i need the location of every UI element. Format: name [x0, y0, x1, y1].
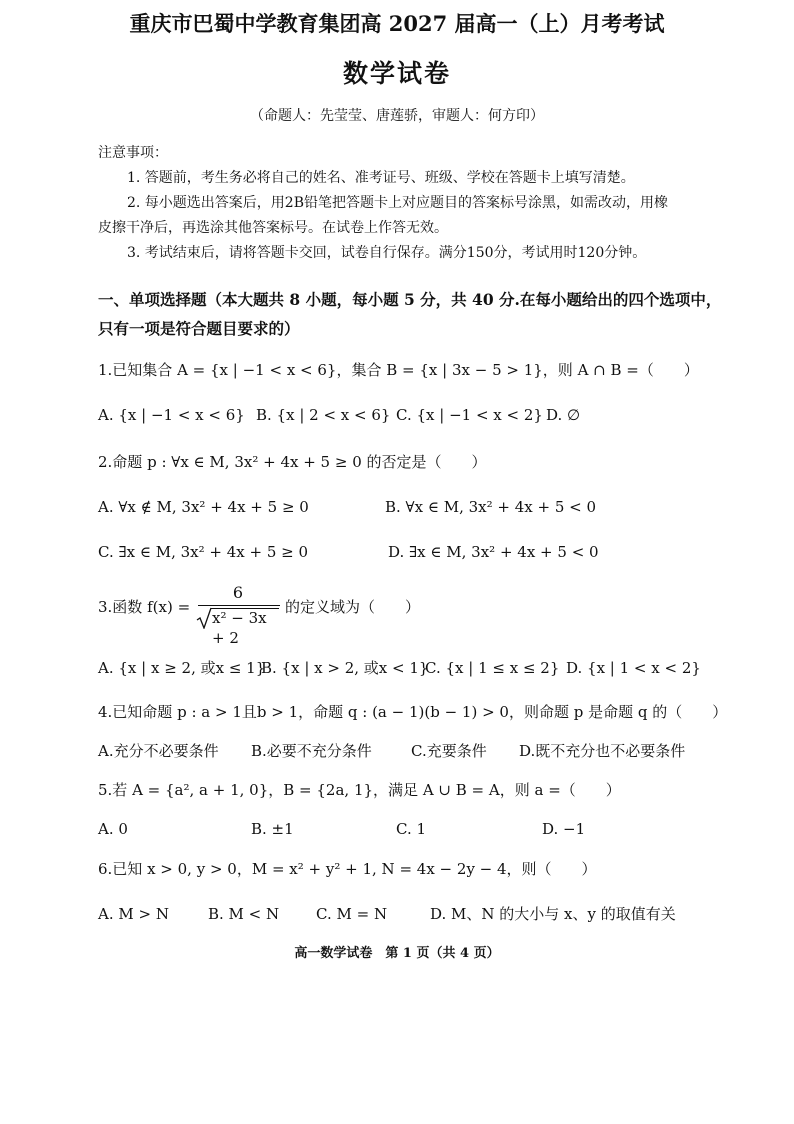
q2-option-c: C. ∃x ∈ M, 3x² + 4x + 5 ≥ 0 — [98, 543, 309, 561]
page-footer: 高一数学试卷 第 1 页（共 4 页） — [294, 946, 500, 961]
q5-option-b: B. ±1 — [251, 820, 294, 838]
q5-option-a: A. 0 — [98, 820, 128, 838]
notice-line-2: 2. 每小题选出答案后，用2B铅笔把答题卡上对应题目的答案标号涂黑，如需改动，用橡 — [127, 195, 669, 211]
q2-option-b: B. ∀x ∈ M, 3x² + 4x + 5 < 0 — [385, 498, 597, 516]
q3-option-a: A. {x | x ≥ 2, 或x ≤ 1} — [98, 659, 266, 677]
exam-authors: （命题人：先莹莹、唐莲骄，审题人：何方印） — [250, 108, 544, 124]
question-3-stem-suffix: 的定义域为（ ） — [285, 598, 421, 616]
question-4-stem: 4.已知命题 p : a > 1且b > 1，命题 q : (a − 1)(b − 1) > 0，则命题 p 是命题 q 的（ ） — [98, 703, 728, 721]
q3-option-c: C. {x | 1 ≤ x ≤ 2} — [425, 659, 560, 677]
q5-option-c: C. 1 — [396, 820, 427, 838]
question-6-stem: 6.已知 x > 0, y > 0，M = x² + y² + 1, N = 4x − 2y − 4，则（ ） — [98, 860, 597, 878]
question-2-stem: 2.命题 p : ∀x ∈ M, 3x² + 4x + 5 ≥ 0 的否定是（ ） — [98, 453, 487, 471]
q6-option-a: A. M > N — [98, 905, 169, 923]
q5-option-d: D. −1 — [542, 820, 586, 838]
q6-option-d: D. M、N 的大小与 x、y 的取值有关 — [430, 905, 676, 923]
q4-option-d: D.既不充分也不必要条件 — [519, 742, 686, 760]
q1-option-b: B. {x | 2 < x < 6} — [256, 406, 391, 424]
q3-fraction-numerator: 6 — [232, 583, 244, 602]
q4-option-a: A.充分不必要条件 — [98, 742, 219, 760]
notice-line-1: 1. 答题前，考生务必将自己的姓名、准考证号、班级、学校在答题卡上填写清楚。 — [127, 170, 635, 186]
q3-option-b: B. {x | x > 2, 或x < 1} — [261, 659, 429, 677]
q3-fraction — [196, 583, 280, 647]
exam-title: 重庆市巴蜀中学教育集团高 2027 届高一（上）月考考试 — [129, 11, 665, 36]
question-5-stem: 5.若 A = {a², a + 1, 0}，B = {2a, 1}，满足 A ∪ B = A，则 a =（ ） — [98, 781, 621, 799]
section-heading: 一、单项选择题（本大题共 8 小题，每小题 5 分，共 40 分.在每小题给出的四个选项中， — [98, 290, 722, 309]
sqrt-icon — [196, 607, 212, 629]
q1-option-c: C. {x | −1 < x < 2} — [396, 406, 543, 424]
notice-line-4: 3. 考试结束后，请将答题卡交回，试卷自行保存。满分150分，考试用时120分钟。 — [127, 245, 647, 261]
exam-subtitle: 数学试卷 — [342, 59, 451, 88]
q1-option-a: A. {x | −1 < x < 6} — [98, 406, 245, 424]
q3-fraction-bar — [198, 605, 280, 606]
q2-option-a: A. ∀x ∉ M, 3x² + 4x + 5 ≥ 0 — [98, 498, 309, 516]
q3-fraction-denominator: x² − 3x + 2 — [212, 609, 267, 647]
question-3-stem-prefix: 3.函数 f(x) = — [98, 598, 191, 616]
question-1-stem: 1.已知集合 A = {x | −1 < x < 6}，集合 B = {x | 3x − 5 > 1}，则 A ∩ B =（ ） — [98, 361, 699, 379]
q4-option-b: B.必要不充分条件 — [251, 742, 372, 760]
q6-option-b: B. M < N — [208, 905, 280, 923]
section-heading-cont: 只有一项是符合题目要求的） — [98, 319, 300, 338]
q4-option-c: C.充要条件 — [411, 742, 487, 760]
q2-option-d: D. ∃x ∈ M, 3x² + 4x + 5 < 0 — [388, 543, 599, 561]
q3-option-d: D. {x | 1 < x < 2} — [566, 659, 701, 677]
q1-option-d: D. ∅ — [546, 406, 581, 424]
notice-line-3: 皮擦干净后，再选涂其他答案标号。在试卷上作答无效。 — [98, 220, 448, 236]
q6-option-c: C. M = N — [316, 905, 388, 923]
notice-heading: 注意事项： — [98, 145, 168, 161]
